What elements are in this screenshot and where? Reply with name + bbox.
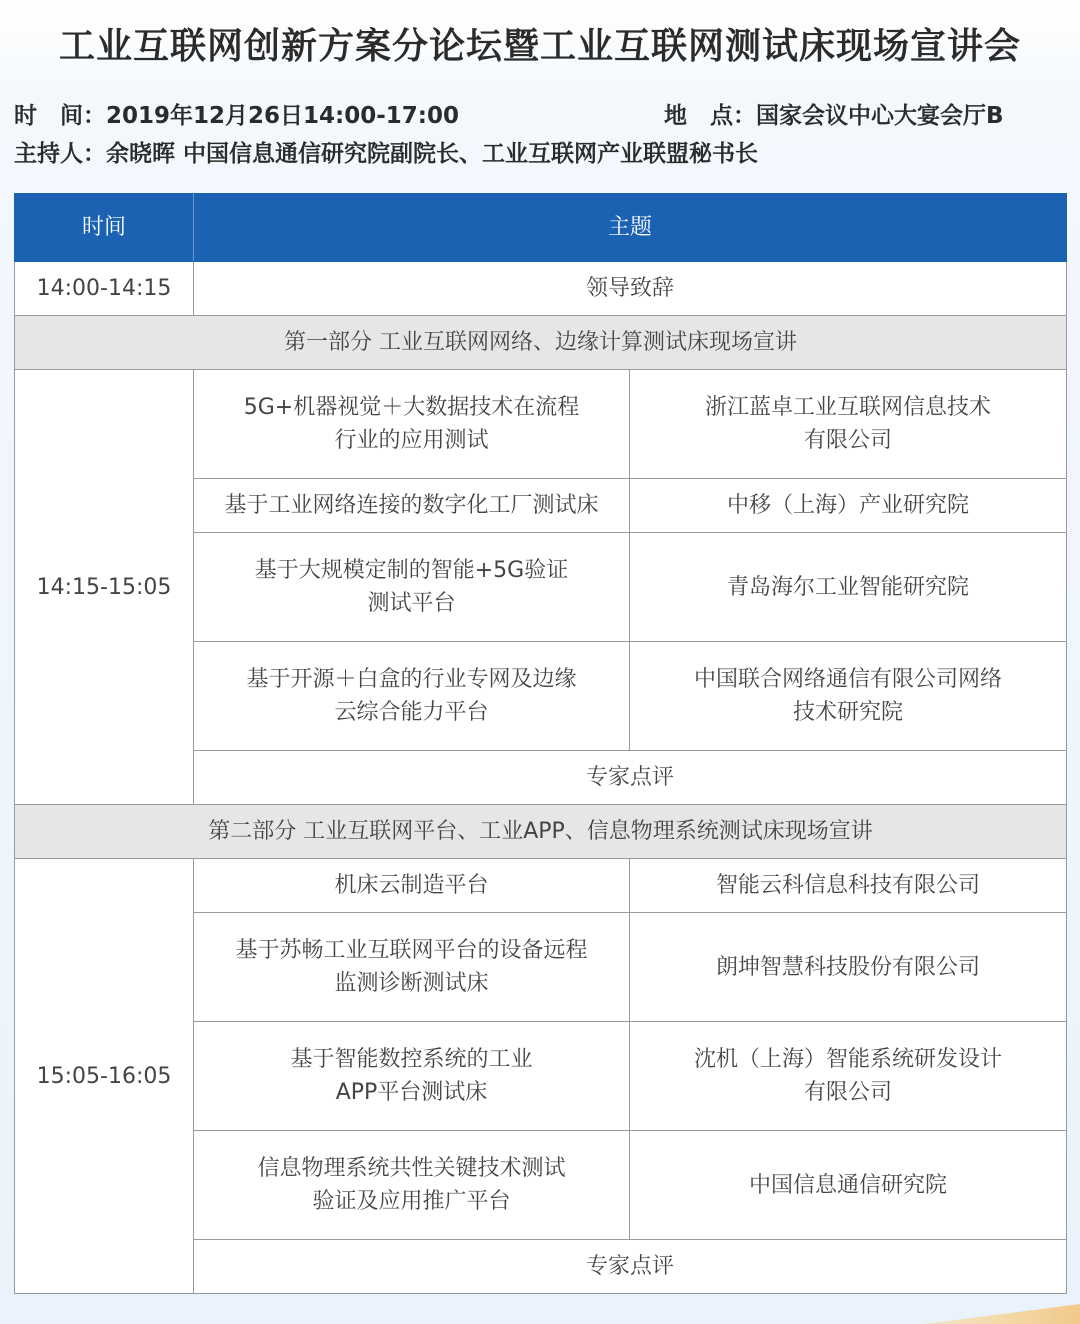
- part1-time: 14:15-15:05: [15, 370, 194, 805]
- topic-cell: 5G+机器视觉＋大数据技术在流程 行业的应用测试: [194, 370, 630, 479]
- header-time: 时间: [15, 194, 194, 262]
- time-value: 2019年12月26日14:00-17:00: [106, 103, 459, 129]
- topic-cell: 基于工业网络连接的数字化工厂测试床: [194, 479, 630, 533]
- part2-review: 专家点评: [194, 1240, 1067, 1294]
- place-value: 国家会议中心大宴会厅B: [756, 103, 1004, 129]
- opening-time: 14:00-14:15: [15, 262, 194, 316]
- corner-decoration: [820, 1304, 1080, 1324]
- host-label: 主持人：: [14, 141, 106, 167]
- part1-review: 专家点评: [194, 751, 1067, 805]
- org-cell: 朗坤智慧科技股份有限公司: [630, 913, 1067, 1022]
- topic-cell: 基于苏畅工业互联网平台的设备远程 监测诊断测试床: [194, 913, 630, 1022]
- section-row: [15, 316, 1067, 370]
- time-label: 时 间：: [14, 103, 106, 129]
- opening-topic: 领导致辞: [194, 262, 1067, 316]
- event-place: [664, 97, 1004, 130]
- table-row: [15, 859, 1067, 913]
- part2-time: 15:05-16:05: [15, 859, 194, 1294]
- agenda-table: [14, 193, 1067, 1294]
- topic-cell: 机床云制造平台: [194, 859, 630, 913]
- org-cell: 中国联合网络通信有限公司网络 技术研究院: [630, 642, 1067, 751]
- org-cell: 中国信息通信研究院: [630, 1131, 1067, 1240]
- topic-cell: 基于开源＋白盒的行业专网及边缘 云综合能力平台: [194, 642, 630, 751]
- event-time: [14, 97, 459, 130]
- header-topic: 主题: [194, 194, 1067, 262]
- place-label: 地 点：: [664, 103, 756, 129]
- section-row: [15, 805, 1067, 859]
- topic-cell: 基于智能数控系统的工业 APP平台测试床: [194, 1022, 630, 1131]
- org-cell: 青岛海尔工业智能研究院: [630, 533, 1067, 642]
- event-host: [14, 135, 758, 168]
- part1-heading: 第一部分 工业互联网网络、边缘计算测试床现场宣讲: [15, 316, 1067, 370]
- topic-cell: 信息物理系统共性关键技术测试 验证及应用推广平台: [194, 1131, 630, 1240]
- table-row: [15, 262, 1067, 316]
- part2-heading: 第二部分 工业互联网平台、工业APP、信息物理系统测试床现场宣讲: [15, 805, 1067, 859]
- table-header-row: [15, 194, 1067, 262]
- table-row: [15, 370, 1067, 479]
- topic-cell: 基于大规模定制的智能+5G验证 测试平台: [194, 533, 630, 642]
- org-cell: 浙江蓝卓工业互联网信息技术 有限公司: [630, 370, 1067, 479]
- org-cell: 沈机（上海）智能系统研发设计 有限公司: [630, 1022, 1067, 1131]
- org-cell: 中移（上海）产业研究院: [630, 479, 1067, 533]
- org-cell: 智能云科信息科技有限公司: [630, 859, 1067, 913]
- host-value: 余晓晖 中国信息通信研究院副院长、工业互联网产业联盟秘书长: [106, 141, 759, 167]
- page-title: 工业互联网创新方案分论坛暨工业互联网测试床现场宣讲会: [58, 26, 1021, 67]
